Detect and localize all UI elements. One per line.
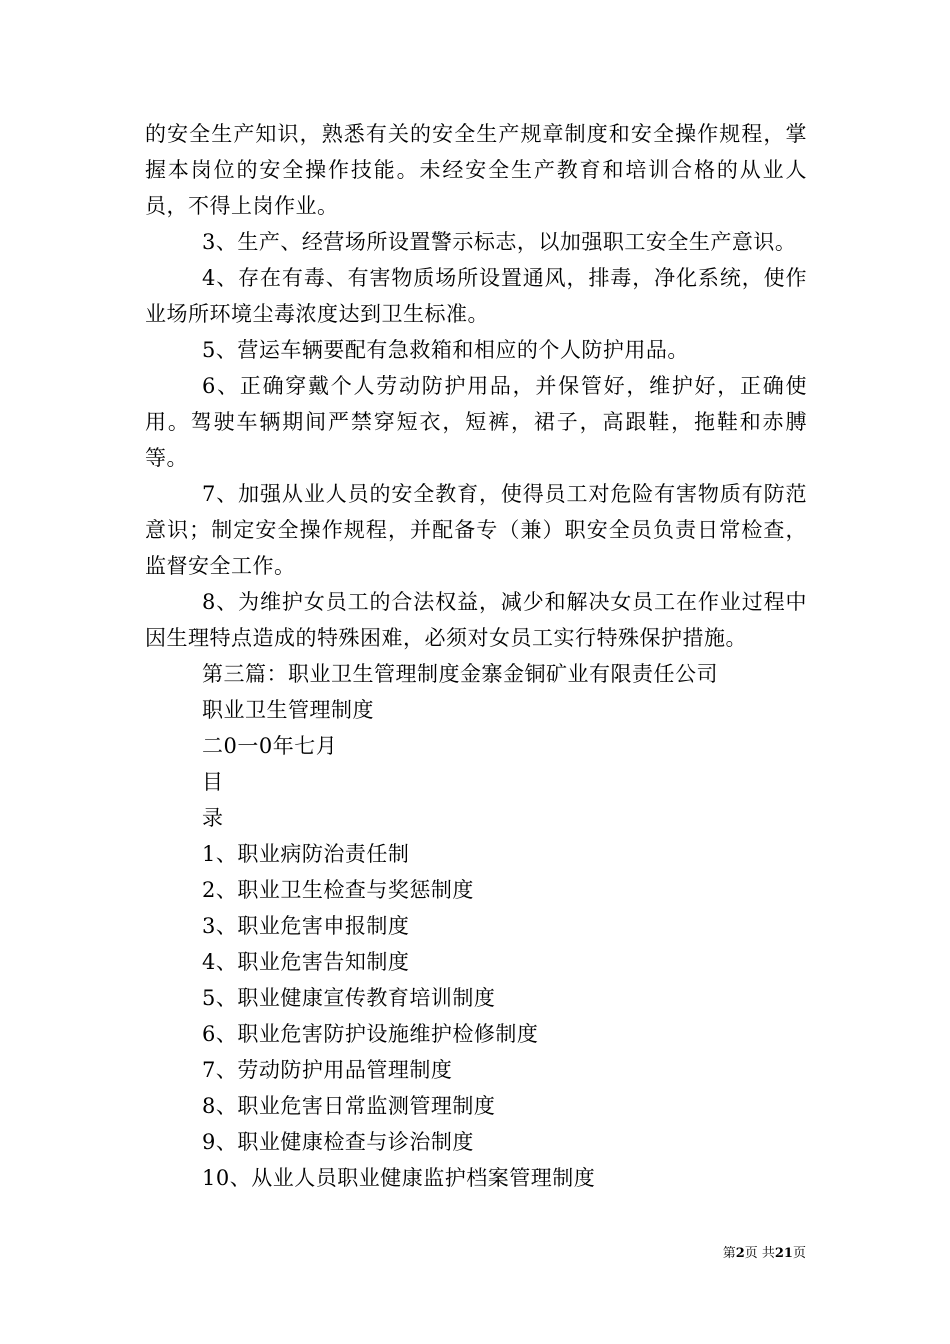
paragraph: 5、营运车辆要配有急救箱和相应的个人防护用品。 xyxy=(202,338,689,362)
toc-item: 9、职业健康检查与诊治制度 xyxy=(202,1130,474,1154)
footer-total-pages: 21 xyxy=(774,1246,793,1261)
page-footer xyxy=(0,1246,806,1262)
toc-item: 4、职业危害告知制度 xyxy=(202,950,410,974)
toc-title-part-1: 目 xyxy=(202,770,224,794)
toc-item: 3、职业危害申报制度 xyxy=(202,914,410,938)
section-date: 二0一0年七月 xyxy=(202,734,338,758)
toc-item: 1、职业病防治责任制 xyxy=(202,842,410,866)
toc-item: 10、从业人员职业健康监护档案管理制度 xyxy=(202,1166,596,1190)
toc-title-part-2: 录 xyxy=(202,806,224,830)
paragraph: 的安全生产知识，熟悉有关的安全生产规章制度和安全操作规程，掌握本岗位的安全操作技能。未经安全生产教育和培训合格的从业人员，不得上岗作业。 xyxy=(145,122,807,218)
footer-prefix: 第 xyxy=(722,1246,736,1261)
section-heading: 第三篇：职业卫生管理制度金寨金铜矿业有限责任公司 xyxy=(202,662,718,686)
footer-page-number: 2 xyxy=(735,1246,745,1261)
toc-item: 7、劳动防护用品管理制度 xyxy=(202,1058,453,1082)
toc-item: 6、职业危害防护设施维护检修制度 xyxy=(202,1022,539,1046)
toc-item: 5、职业健康宣传教育培训制度 xyxy=(202,986,496,1010)
paragraph: 7、加强从业人员的安全教育，使得员工对危险有害物质有防范意识；制定安全操作规程，并配备专（兼）职安全员负责日常检查，监督安全工作。 xyxy=(145,482,807,578)
toc-item: 8、职业危害日常监测管理制度 xyxy=(202,1094,496,1118)
footer-middle: 页 共 xyxy=(744,1246,775,1261)
footer-suffix: 页 xyxy=(792,1246,806,1261)
paragraph: 8、为维护女员工的合法权益，减少和解决女员工在作业过程中因生理特点造成的特殊困难，必须对女员工实行特殊保护措施。 xyxy=(145,590,807,650)
document-body xyxy=(145,116,807,1196)
section-subtitle: 职业卫生管理制度 xyxy=(202,698,374,722)
toc-item: 2、职业卫生检查与奖惩制度 xyxy=(202,878,474,902)
paragraph: 6、正确穿戴个人劳动防护用品，并保管好，维护好，正确使用。驾驶车辆期间严禁穿短衣，短裤，裙子，高跟鞋，拖鞋和赤膊等。 xyxy=(145,374,807,470)
paragraph: 3、生产、经营场所设置警示标志，以加强职工安全生产意识。 xyxy=(202,230,797,254)
paragraph: 4、存在有毒、有害物质场所设置通风，排毒，净化系统，使作业场所环境尘毒浓度达到卫生标准。 xyxy=(145,266,807,326)
